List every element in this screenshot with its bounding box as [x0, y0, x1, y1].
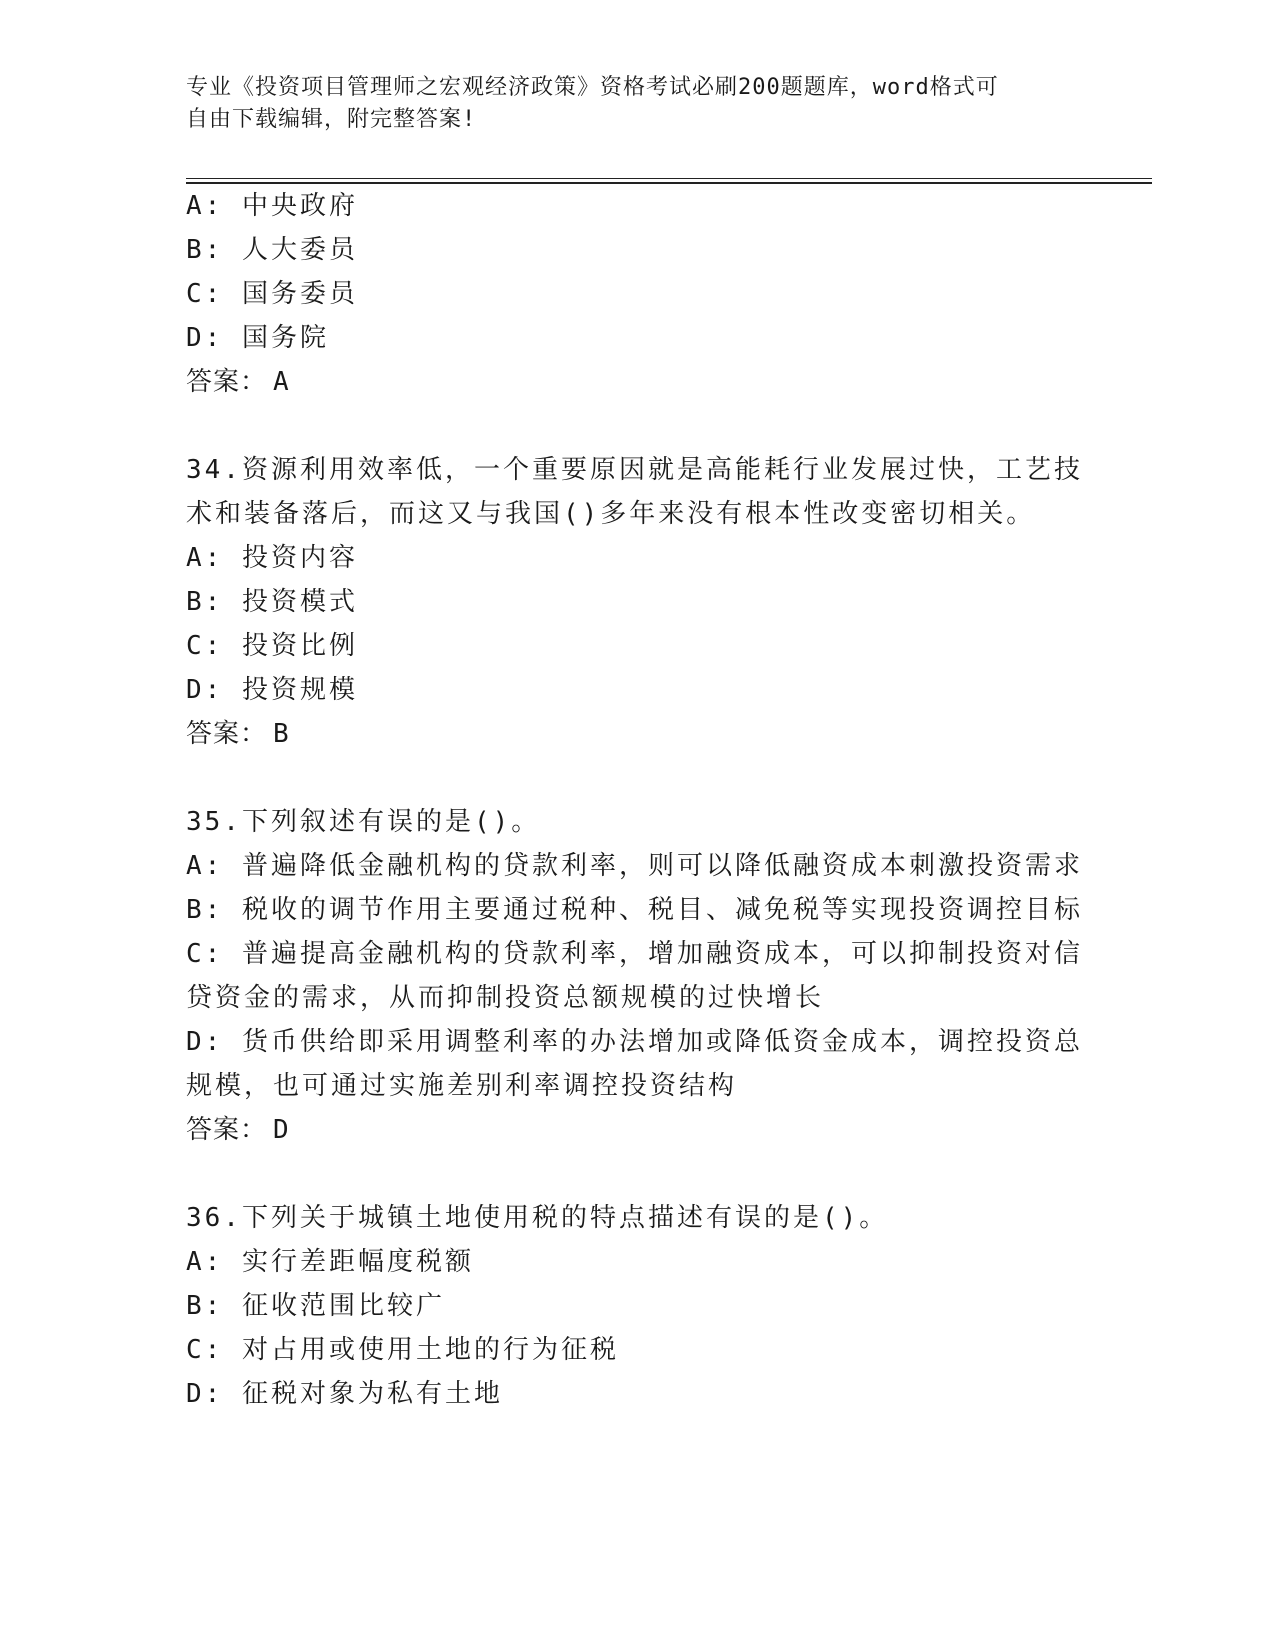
q36-option-d: D: 征税对象为私有土地: [186, 1379, 503, 1409]
q35-answer-value: D: [273, 1115, 290, 1145]
q35-answer: [186, 1112, 290, 1148]
q34-answer: [186, 716, 290, 752]
answer-label: 答案：: [186, 719, 268, 749]
q36-option-a: A: 实行差距幅度税额: [186, 1247, 474, 1277]
header-line-2: 自由下载编辑，附完整答案!: [186, 107, 477, 132]
q34-option-b: B: 投资模式: [186, 587, 358, 617]
q33-answer: [186, 364, 290, 400]
q34-stem-line-1: 34.资源利用效率低，一个重要原因就是高能耗行业发展过快，工艺技: [186, 455, 1083, 485]
q35-option-c-line-2: 贷资金的需求，从而抑制投资总额规模的过快增长: [186, 983, 825, 1013]
q35-option-d-line-2: 规模，也可通过实施差别利率调控投资结构: [186, 1071, 738, 1101]
q35-option-d-line-1: D: 货币供给即采用调整利率的办法增加或降低资金成本，调控投资总: [186, 1027, 1083, 1057]
q35-stem: 35.下列叙述有误的是()。: [186, 807, 541, 837]
q34-stem-line-2: 术和装备落后，而这又与我国()多年来没有根本性改变密切相关。: [186, 499, 1036, 529]
q33-option-d: D: 国务院: [186, 323, 329, 353]
q33-answer-value: A: [273, 367, 290, 397]
q34-answer-value: B: [273, 719, 290, 749]
answer-label: 答案：: [186, 367, 268, 397]
q36-option-b: B: 征收范围比较广: [186, 1291, 445, 1321]
q35-option-a: A: 普遍降低金融机构的贷款利率，则可以降低融资成本刺激投资需求: [186, 851, 1083, 881]
header-divider-thick: [186, 182, 1152, 184]
q33-option-c: C: 国务委员: [186, 279, 358, 309]
header-divider-thin: [186, 178, 1152, 179]
q34-option-a: A: 投资内容: [186, 543, 358, 573]
document-header: [186, 72, 1066, 136]
q34-option-c: C: 投资比例: [186, 631, 358, 661]
q36-stem: 36.下列关于城镇土地使用税的特点描述有误的是()。: [186, 1203, 889, 1233]
answer-label: 答案：: [186, 1115, 268, 1145]
q35-option-c-line-1: C: 普遍提高金融机构的贷款利率，增加融资成本，可以抑制投资对信: [186, 939, 1083, 969]
q33-option-b: B: 人大委员: [186, 235, 358, 265]
q34-option-d: D: 投资规模: [186, 675, 358, 705]
q35-option-b: B: 税收的调节作用主要通过税种、税目、减免税等实现投资调控目标: [186, 895, 1083, 925]
header-line-1: 专业《投资项目管理师之宏观经济政策》资格考试必刷200题题库，word格式可: [186, 75, 999, 100]
q33-option-a: A: 中央政府: [186, 191, 358, 221]
q36-option-c: C: 对占用或使用土地的行为征税: [186, 1335, 619, 1365]
